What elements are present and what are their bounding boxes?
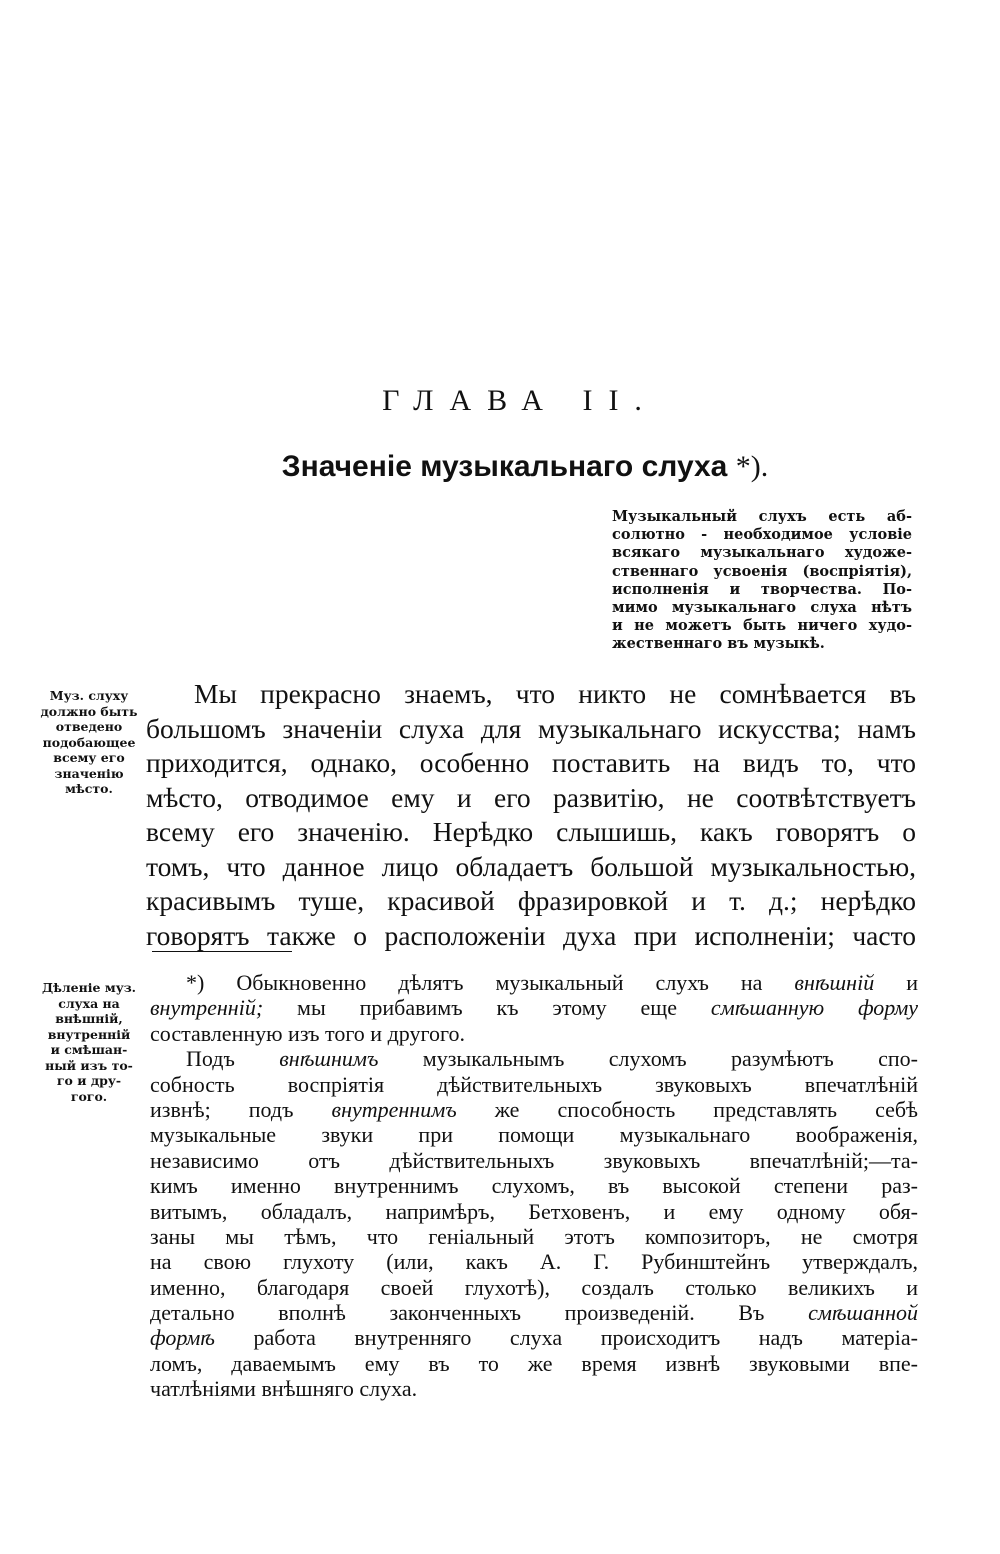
margin-note-line: слуха на <box>58 995 120 1011</box>
margin-note-line: ный изъ то- <box>45 1057 133 1073</box>
footnote-line: именно, благодаря своей глухотѣ), создалъ столько великихъ и <box>150 1274 918 1300</box>
margin-note-line: го и дру- <box>56 1073 122 1088</box>
chapter-heading: ГЛАВА II. <box>382 384 658 417</box>
body-line: томъ, что данное лицо обладаетъ большой музыкальностью, <box>146 850 916 882</box>
margin-note-line: Дѣленіе муз. <box>41 980 137 995</box>
footnote-line: заны мы тѣмъ, что геніальный этотъ композиторъ, не смотря <box>150 1223 918 1249</box>
epigraph-line: жественнаго въ музыкѣ. <box>612 635 825 653</box>
footnote-line: собность воспріятія дѣйствительныхъ звуковыхъ впечатлѣній <box>150 1071 918 1097</box>
body-line: говорятъ также о расположеніи духа при исполненіи; часто <box>146 919 916 951</box>
margin-note-line: внѣшній, <box>55 1011 123 1026</box>
footnote-line: ломъ, даваемымъ ему въ то же время извнѣ звуковыми впе- <box>150 1350 918 1376</box>
margin-note-2 <box>26 980 152 1104</box>
epigraph-line: и не можетъ быть ничего худо- <box>612 617 912 635</box>
epigraph-line: исполненія и творчества. По- <box>612 580 912 598</box>
footnote-line: извнѣ; подъ внутреннимъ же способность представлять себѣ <box>150 1096 918 1122</box>
footnote-line: кимъ именно внутреннимъ слухомъ, въ высокой степени раз- <box>150 1173 918 1199</box>
footnote-line: чатлѣніями внѣшняго слуха. <box>150 1376 418 1402</box>
footnote-divider <box>152 951 292 952</box>
chapter-title-text: Значеніе музыкальнаго слуха <box>281 450 728 483</box>
body-line: всему его значенію. Нерѣдко слышишь, какъ говорятъ о <box>146 816 916 847</box>
margin-note-line: внутренній <box>47 1026 131 1042</box>
epigraph-line: всякаго музыкальнаго художе- <box>612 544 912 562</box>
body-line: приходится, однако, особенно поставить на видъ то, что <box>146 747 916 778</box>
footnote-marker: *). <box>735 450 769 483</box>
footnote-line: формѣ работа внутренняго слуха происходитъ надъ матеріа- <box>150 1325 918 1351</box>
footnote-line: детально вполнѣ законченныхъ произведеній. Въ смѣшанной <box>150 1300 918 1326</box>
margin-note-line: гого. <box>70 1088 108 1104</box>
body-line: Мы прекрасно знаемъ, что никто не сомнѣвается въ <box>194 678 916 709</box>
body-paragraph <box>146 677 916 953</box>
body-line: мѣсто, отводимое ему и его развитію, не соотвѣтствуетъ <box>146 781 916 813</box>
footnote-line: музыкальные звуки при помощи музыкальнаго воображенія, <box>150 1122 918 1148</box>
epigraph-line: Музыкальный слухъ есть аб- <box>612 508 912 525</box>
body-line: большомъ значеніи слуха для музыкальнаго искусства; намъ <box>146 712 916 744</box>
footnote-line: *) Обыкновенно дѣлятъ музыкальный слухъ на внѣшній и <box>186 970 918 995</box>
margin-note-line: подобающее <box>42 734 136 750</box>
margin-note-line: мѣсто. <box>65 781 113 796</box>
epigraph-line: солютно - необходимое условіе <box>612 526 912 544</box>
margin-note-line: значенію <box>54 765 124 781</box>
chapter-title <box>0 450 1000 484</box>
footnote-line: независимо отъ дѣйствительныхъ звуковыхъ впечатлѣній;—та- <box>150 1147 918 1173</box>
margin-note-1 <box>26 688 152 797</box>
margin-note-line: и смѣшан- <box>50 1042 128 1057</box>
epigraph <box>612 508 912 654</box>
footnote-line: витымъ, обладалъ, напримѣръ, Бетховенъ, и ему одному обя- <box>150 1198 918 1224</box>
footnote <box>150 970 918 1402</box>
footnote-line: Подъ внѣшнимъ музыкальнымъ слухомъ разумѣютъ спо- <box>186 1046 918 1072</box>
footnote-line: на свою глухоту (или, какъ А. Г. Рубинштейнъ утверждалъ, <box>150 1249 918 1275</box>
footnote-line: составленную изъ того и другого. <box>150 1020 465 1046</box>
epigraph-line: ственнаго усвоенія (воспріятія), <box>612 562 912 580</box>
margin-note-line: отведено <box>55 719 123 734</box>
body-line: красивымъ туше, красивой фразировкой и т. д.; нерѣдко <box>146 885 916 916</box>
epigraph-line: мимо музыкальнаго слуха нѣтъ <box>612 598 912 616</box>
margin-note-line: Муз. слуху <box>49 688 129 703</box>
margin-note-line: должно быть <box>40 703 138 719</box>
footnote-line: внутренній; мы прибавимъ къ этому еще смѣшанную форму <box>150 995 918 1021</box>
margin-note-line: всему его <box>53 750 125 765</box>
